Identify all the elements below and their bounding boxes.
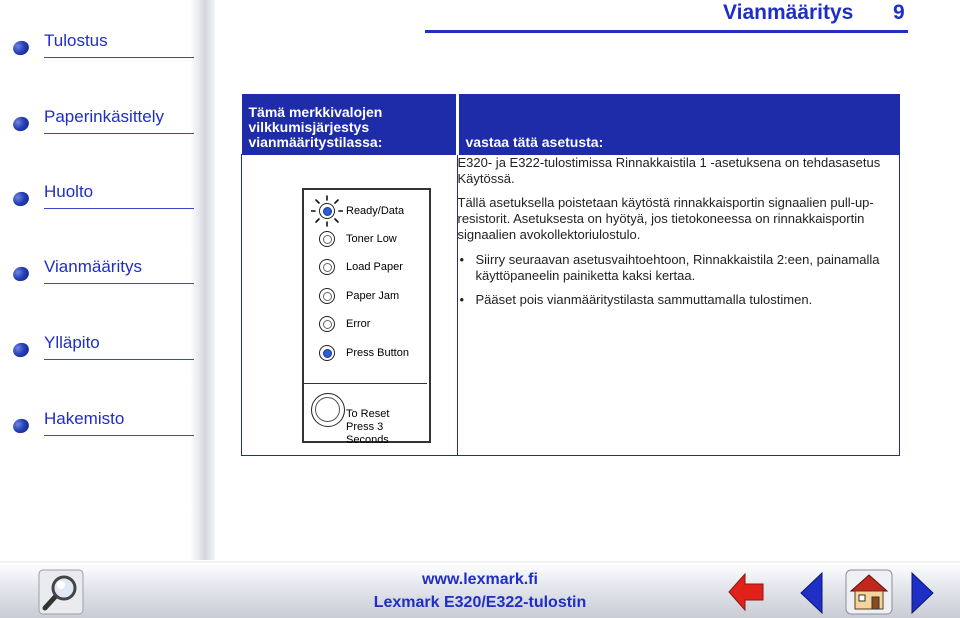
led-label: Load Paper: [346, 261, 403, 273]
divider: [44, 208, 194, 209]
led-icon: [319, 316, 335, 332]
led-label: Error: [346, 318, 371, 330]
led-load-paper: [304, 256, 427, 280]
sidebar-item-label: Ylläpito: [44, 333, 100, 352]
sidebar-item-label: Tulostus: [44, 31, 108, 50]
instruction-list: [458, 252, 900, 308]
panel-divider: [304, 383, 427, 384]
settings-table: [241, 94, 900, 456]
divider: [44, 435, 194, 436]
sidebar-item-huolto[interactable]: [13, 182, 183, 212]
sidebar-item-vianmaaritys[interactable]: [13, 257, 183, 287]
sidebar-item-paperinkasittely[interactable]: [13, 107, 183, 137]
table-row: [242, 155, 900, 456]
led-paper-jam: [304, 285, 427, 309]
led-icon: [319, 288, 335, 304]
led-ready-data: [304, 200, 427, 224]
back-arrow-icon[interactable]: [727, 570, 765, 614]
divider: [44, 359, 194, 360]
bullet-icon: [11, 341, 31, 360]
home-icon[interactable]: [845, 569, 893, 615]
sidebar-item-label: Vianmääritys: [44, 257, 142, 276]
led-icon: [319, 231, 335, 247]
website-link-text[interactable]: www.lexmark.fi: [422, 571, 538, 588]
table-header-row: [242, 94, 900, 155]
sidebar-item-label: Paperinkäsittely: [44, 107, 165, 126]
led-toner-low: [304, 228, 427, 252]
divider: [44, 57, 194, 58]
operator-panel-illustration: [302, 188, 431, 446]
led-icon: [319, 345, 335, 361]
search-icon[interactable]: [38, 569, 84, 615]
page-number: 9: [893, 1, 905, 24]
product-name: Lexmark E320/E322-tulostin: [373, 594, 587, 611]
column-header-light-sequence: Tämä merkkivalojen vilkkumisjärjestys vianmääritystilassa:: [242, 94, 458, 155]
reset-line-2: Press 3 Seconds: [346, 421, 389, 446]
footer: [0, 563, 960, 618]
led-press-button: [304, 342, 427, 366]
list-item: • Siirry seuraavan asetusvaihtoehtoon, Rinnakkaistila 2:een, painamalla käyttöpaneelin painiketta kaksi kertaa.: [458, 252, 900, 284]
previous-page-icon[interactable]: [798, 571, 826, 615]
bullet-icon: [11, 190, 31, 209]
page-title: Vianmääritys: [723, 1, 854, 24]
divider: [44, 283, 194, 284]
setting-description-cell: [457, 155, 900, 456]
column-header-setting: vastaa tätä asetusta:: [457, 94, 900, 155]
paragraph: E320- ja E322-tulostimissa Rinnakkaistila 1 -asetuksena on tehdasasetus Käytössä.: [457, 155, 881, 186]
light-sequence-cell: [242, 155, 458, 456]
bullet-icon: [11, 417, 31, 436]
list-item: • Pääset pois vianmääritystilasta sammuttamalla tulostimen.: [458, 292, 900, 308]
title-divider: [425, 30, 908, 33]
led-label: Paper Jam: [346, 290, 400, 302]
bullet-icon: [11, 115, 31, 134]
sidebar-item-tulostus[interactable]: [13, 31, 183, 61]
divider: [44, 133, 194, 134]
reset-instruction: [346, 408, 429, 447]
led-icon: [319, 259, 335, 275]
sidebar-item-hakemisto[interactable]: [13, 409, 183, 439]
paragraph: Tällä asetuksella poistetaan käytöstä rinnakkaisportin signaalien pull-up-resistorit. Asetuksesta on hyötyä, jos tietokoneessa on rinnakkaisportin signaalien avokollektoriulostulo.: [457, 195, 874, 242]
led-label: Press Button: [346, 347, 409, 359]
bullet-icon: [11, 265, 31, 284]
led-label: Toner Low: [346, 233, 397, 245]
led-label: Ready/Data: [346, 205, 405, 217]
bullet-icon: [11, 39, 31, 58]
led-icon: [319, 203, 335, 219]
sidebar-item-label: Huolto: [44, 182, 94, 201]
reset-line-1: To Reset: [346, 408, 390, 420]
led-error: [304, 313, 427, 337]
panel-button-icon: [311, 393, 345, 427]
sidebar-item-yllapito[interactable]: [13, 333, 183, 363]
next-page-icon[interactable]: [908, 571, 936, 615]
sidebar: [0, 0, 215, 560]
sidebar-item-label: Hakemisto: [44, 409, 125, 428]
